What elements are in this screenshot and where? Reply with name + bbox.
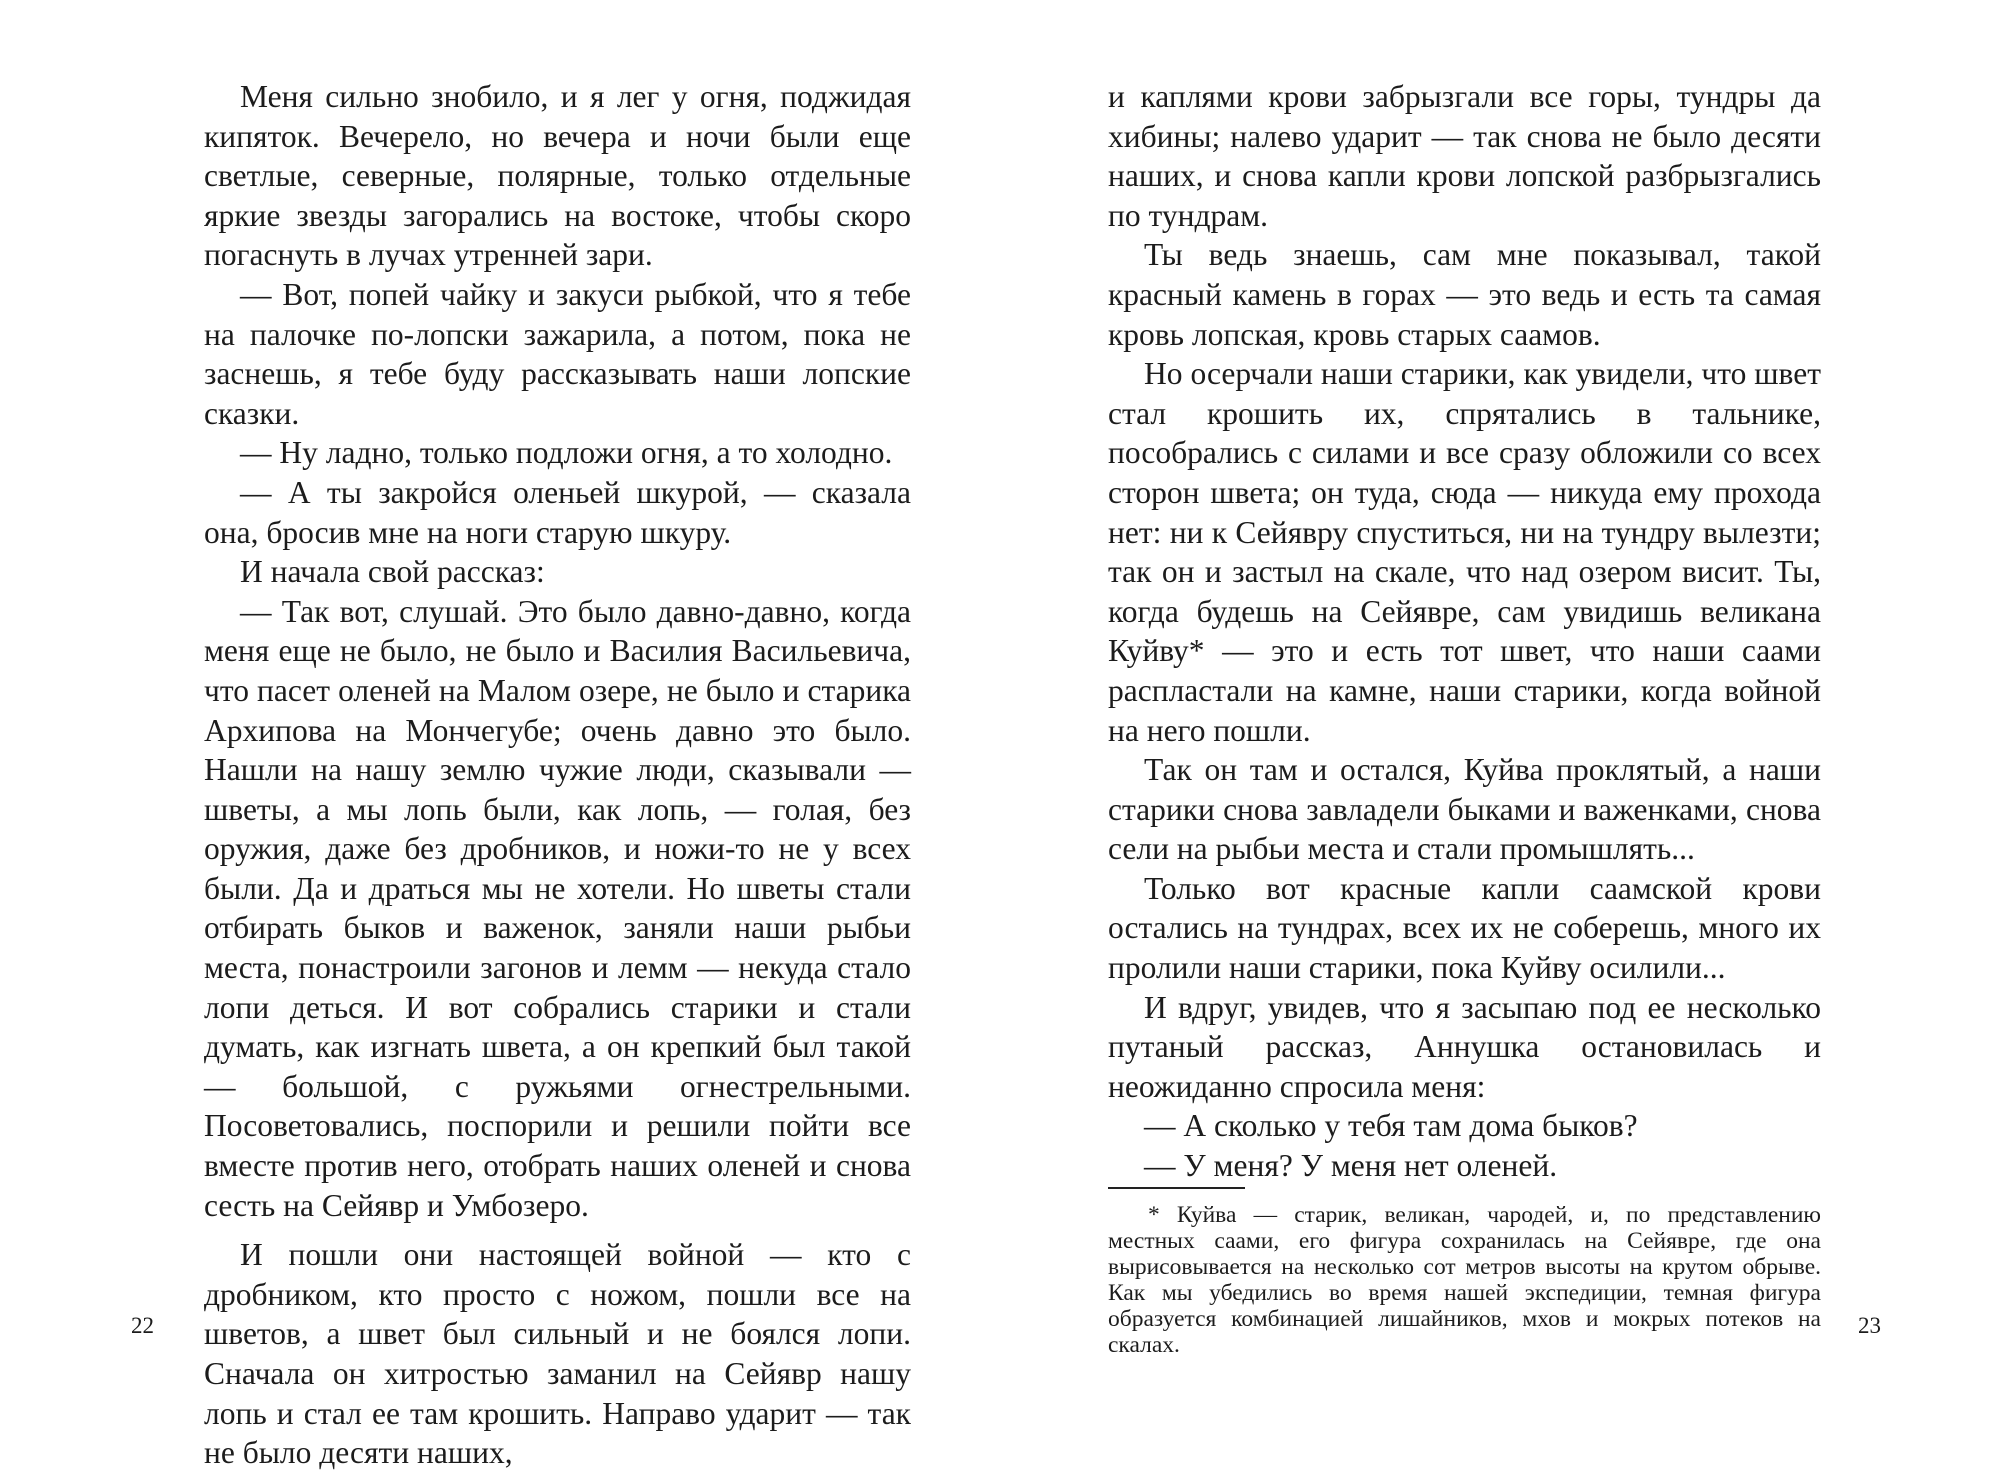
paragraph: И пошли они настоящей войной — кто с дробником, кто просто с ножом, пошли все на шветов, а швет был сильный и не боялся лопи. Сначала он хитростью заманил на Сейявр нашу лопь и стал ее там крошить. Направо ударит — так не было десяти наших, [204, 1237, 911, 1471]
paragraph: Но осерчали наши старики, как увидели, что швет стал крошить их, спрятались в тальнике, пособрались с силами и все сразу обложили со всех сторон швета; он туда, сюда — никуда ему прохода нет: ни к Сейявру спуститься, ни на тундру вылезти; так он и застыл на скале, что над озером висит. Ты, когда будешь на Сейявре, сам увидишь великана Куйву* — это и есть тот швет, что наши саами распластали на камне, наши старики, когда войной на него пошли. [1108, 356, 1821, 748]
paragraph: И вдруг, увидев, что я засыпаю под ее несколько путаный рассказ, Аннушка остановилась и неожиданно спросила меня: [1108, 989, 1821, 1104]
paragraph: — У меня? У меня нет оленей. [1144, 1148, 1558, 1184]
footnote-divider [1108, 1187, 1245, 1189]
paragraph: И начала свой рассказ: [240, 554, 545, 590]
page-number: 22 [131, 1313, 154, 1338]
page-number: 23 [1858, 1313, 1881, 1338]
paragraph: Так он там и остался, Куйва проклятый, а наши старики снова завладели быками и важенками, снова сели на рыбьи места и стали промышлять... [1108, 752, 1821, 867]
paragraph: — Так вот, слушай. Это было давно-давно, когда меня еще не было, не было и Василия Васильевича, что пасет оленей на Малом озере, не было и старика Архипова на Мончегубе; очень давно это было. Нашли на нашу землю чужие люди, сказывали — шветы, а мы лопь были, как лопь, — голая, без оружия, даже без дробников, и ножи-то не у всех были. Да и драться мы не хотели. Но шветы стали отбирать быков и важенок, заняли наши рыбьи места, понастроили загонов и лемм — некуда стало лопи деться. И вот собрались старики и стали думать, как изгнать швета, а он крепкий был такой — большой, с ружьями огнестрельными. Посоветовались, поспорили и решили пойти все вместе против него, отобрать наших оленей и снова сесть на Сейявр и Умбозеро. [204, 593, 911, 1223]
paragraph: — Вот, попей чайку и закуси рыбкой, что я тебе на палочке по-лопски зажарила, а потом, пока не заснешь, я тебе буду рассказывать наши лопские сказки. [204, 276, 911, 431]
paragraph: — А ты закройся оленьей шкурой, — сказала она, бросив мне на ноги старую шкуру. [204, 474, 911, 550]
paragraph: Только вот красные капли саамской крови остались на тундрах, всех их не соберешь, много их пролили наши старики, пока Куйву осилили... [1108, 870, 1821, 986]
paragraph: Меня сильно знобило, и я лег у огня, поджидая кипяток. Вечерело, но вечера и ночи были еще светлые, северные, полярные, только отдельные яркие звезды загорались на востоке, чтобы скоро погаснуть в лучах утренней зари. [204, 79, 911, 273]
paragraph: и каплями крови забрызгали все горы, тундры да хибины; налево ударит — так снова не было десяти наших, и снова капли крови лопской разбрызгались по тундрам. [1108, 79, 1821, 233]
footnote: * Куйва — старик, великан, чародей, и, по представлению местных саами, его фигура сохранилась на Сейявре, где она вырисовывается на несколько сот метров высоты на крутом обрыве. Как мы убедились во время нашей экспедиции, темная фигура образуется комбинацией лишайников, мхов и мокрых потеков на скалах. [1108, 1202, 1821, 1358]
left-page-text [204, 77, 911, 1473]
right-page-text [1108, 77, 1821, 1186]
paragraph: Ты ведь знаешь, сам мне показывал, такой красный камень в горах — это ведь и есть та самая кровь лопская, кровь старых саамов. [1108, 237, 1821, 352]
paragraph: — А сколько у тебя там дома быков? [1144, 1108, 1638, 1144]
right-page [1000, 0, 2000, 1474]
paragraph: — Ну ладно, только подложи огня, а то холодно. [240, 435, 893, 471]
